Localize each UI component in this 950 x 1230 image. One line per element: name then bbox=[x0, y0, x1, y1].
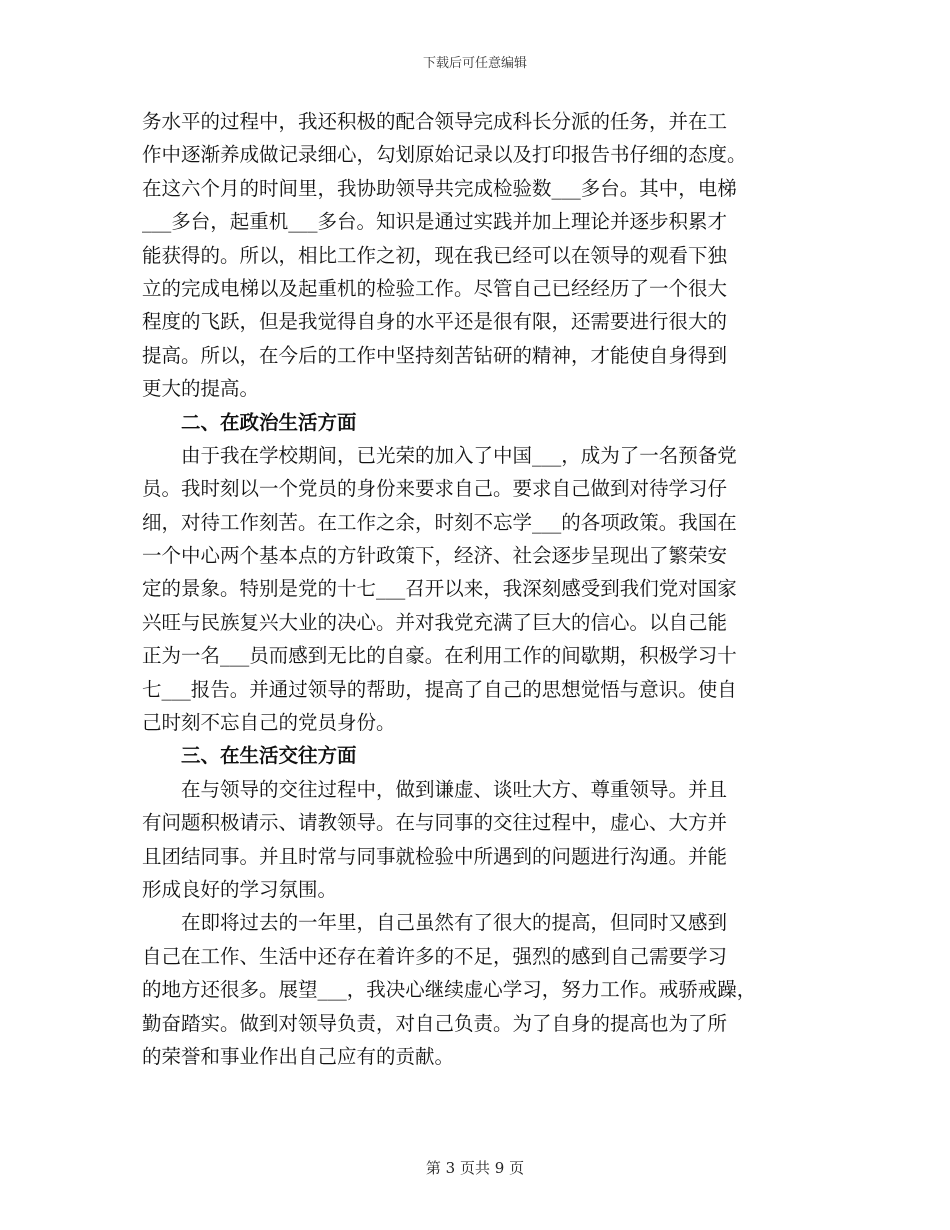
body-line: 更大的提高。 bbox=[142, 377, 260, 401]
body-line: 形成良好的学习氛围。 bbox=[142, 877, 338, 901]
body-line: 且团结同事。并且时常与同事就检验中所遇到的问题进行沟通。并能 bbox=[142, 844, 728, 868]
page-header: 下载后可任意编辑 bbox=[422, 56, 527, 71]
body-line: 由于我在学校期间，已光荣的加入了中国___，成为了一名预备党 bbox=[142, 443, 737, 467]
body-line: 在即将过去的一年里，自己虽然有了很大的提高，但同时又感到 bbox=[142, 911, 728, 935]
body-line: 有问题积极请示、请教领导。在与同事的交往过程中，虚心、大方并 bbox=[142, 811, 728, 835]
body-line: 细，对待工作刻苦。在工作之余，时刻不忘学___的各项政策。我国在 bbox=[142, 510, 737, 534]
document-body bbox=[142, 105, 804, 1073]
body-line: 在这六个月的时间里，我协助领导共完成检验数___多台。其中，电梯 bbox=[142, 176, 737, 200]
body-line: 勤奋踏实。做到对领导负责，对自己负责。为了自身的提高也为了所 bbox=[142, 1011, 728, 1035]
body-line: 程度的飞跃，但是我觉得自身的水平还是很有限，还需要进行很大的 bbox=[142, 310, 728, 334]
body-line: 在与领导的交往过程中，做到谦虚、谈吐大方、尊重领导。并且 bbox=[142, 777, 728, 801]
body-line: 正为一名___员而感到无比的自豪。在利用工作的间歇期，积极学习十 bbox=[142, 644, 737, 668]
body-line: 立的完成电梯以及起重机的检验工作。尽管自己已经经历了一个很大 bbox=[142, 276, 728, 300]
body-line: 的荣誉和事业作出自己应有的贡献。 bbox=[142, 1044, 455, 1068]
body-line: 定的景象。特别是党的十七___召开以来，我深刻感受到我们党对国家 bbox=[142, 577, 737, 601]
body-line: 己时刻不忘自己的党员身份。 bbox=[142, 711, 396, 735]
page-number: 第 3 页共 9 页 bbox=[425, 1159, 525, 1177]
body-line: 能获得的。所以，相比工作之初，现在我已经可以在领导的观看下独 bbox=[142, 243, 728, 267]
body-line: 自己在工作、生活中还存在着许多的不足，强烈的感到自己需要学习 bbox=[142, 944, 728, 968]
body-line: 七___报告。并通过领导的帮助，提高了自己的思想觉悟与意识。使自 bbox=[142, 677, 737, 701]
section-heading-politics: 二、在政治生活方面 bbox=[142, 410, 357, 434]
body-line: ___多台，起重机___多台。知识是通过实践并加上理论并逐步积累才 bbox=[142, 210, 728, 234]
body-line: 提高。所以，在今后的工作中坚持刻苦钻研的精神，才能使自身得到 bbox=[142, 343, 728, 367]
body-line: 兴旺与民族复兴大业的决心。并对我党充满了巨大的信心。以自己能 bbox=[142, 610, 728, 634]
body-line: 务水平的过程中，我还积极的配合领导完成科长分派的任务，并在工 bbox=[142, 110, 728, 133]
section-heading-social: 三、在生活交往方面 bbox=[142, 744, 357, 768]
body-line: 员。我时刻以一个党员的身份来要求自己。要求自己做到对待学习仔 bbox=[142, 477, 728, 501]
body-line: 的地方还很多。展望___，我决心继续虚心学习，努力工作。戒骄戒躁， bbox=[142, 978, 757, 1002]
body-line: 作中逐渐养成做记录细心，勾划原始记录以及打印报告书仔细的态度。 bbox=[142, 143, 747, 167]
body-line: 一个中心两个基本点的方针政策下，经济、社会逐步呈现出了繁荣安 bbox=[142, 544, 728, 568]
